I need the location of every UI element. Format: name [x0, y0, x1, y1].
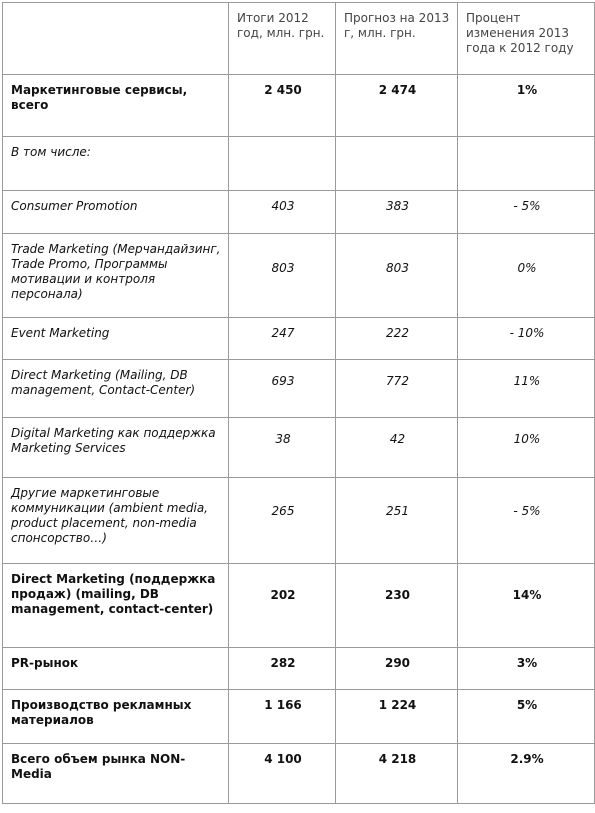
row-label: Маркетинговые сервисы, всего — [3, 75, 229, 137]
row-label: Direct Marketing (Mailing, DB management, Contact-Center) — [3, 360, 229, 418]
row-label: В том числе: — [3, 137, 229, 191]
row-value-2012: 202 — [229, 564, 336, 648]
row-label: Другие маркетинговые коммуникации (ambient media, product placement, non-media спонсорство…) — [3, 478, 229, 564]
row-value-2012: 403 — [229, 191, 336, 234]
row-label: Всего объем рынка NON-Media — [3, 744, 229, 804]
table-row — [3, 690, 595, 744]
row-value-2013: 230 — [336, 564, 458, 648]
table-row — [3, 137, 595, 191]
row-value-pct: 14% — [458, 564, 595, 648]
row-label: PR-рынок — [3, 648, 229, 690]
row-value-2012: 1 166 — [229, 690, 336, 744]
row-value-pct: - 5% — [458, 191, 595, 234]
table-row — [3, 564, 595, 648]
row-value-pct: 11% — [458, 360, 595, 418]
table-row — [3, 648, 595, 690]
row-value-2013: 251 — [336, 478, 458, 564]
table-row — [3, 418, 595, 478]
row-value-pct: - 5% — [458, 478, 595, 564]
row-value-pct: 5% — [458, 690, 595, 744]
table-row — [3, 360, 595, 418]
row-value-2012: 803 — [229, 234, 336, 318]
row-value-2013: 4 218 — [336, 744, 458, 804]
row-value-2012: 693 — [229, 360, 336, 418]
row-label: Trade Marketing (Мерчандайзинг, Trade Promo, Программы мотивации и контроля персонала) — [3, 234, 229, 318]
row-value-2013 — [336, 137, 458, 191]
row-value-2013: 222 — [336, 318, 458, 360]
row-value-2013: 383 — [336, 191, 458, 234]
row-value-pct: 1% — [458, 75, 595, 137]
row-value-2013: 772 — [336, 360, 458, 418]
row-label: Consumer Promotion — [3, 191, 229, 234]
table-row — [3, 318, 595, 360]
header-cell-2012: Итоги 2012 год, млн. грн. — [229, 3, 336, 75]
row-label: Производство рекламных материалов — [3, 690, 229, 744]
row-value-2012: 4 100 — [229, 744, 336, 804]
row-value-2012: 38 — [229, 418, 336, 478]
header-cell-label — [3, 3, 229, 75]
row-value-pct — [458, 137, 595, 191]
row-value-2013: 290 — [336, 648, 458, 690]
row-value-2012: 282 — [229, 648, 336, 690]
row-value-pct: 10% — [458, 418, 595, 478]
table-row — [3, 75, 595, 137]
market-table — [2, 2, 595, 804]
row-value-2013: 42 — [336, 418, 458, 478]
row-value-2013: 1 224 — [336, 690, 458, 744]
table-row — [3, 191, 595, 234]
row-value-pct: 0% — [458, 234, 595, 318]
row-value-pct: 3% — [458, 648, 595, 690]
row-value-pct: 2.9% — [458, 744, 595, 804]
row-label: Digital Marketing как поддержка Marketing Services — [3, 418, 229, 478]
row-value-2012: 247 — [229, 318, 336, 360]
row-label: Event Marketing — [3, 318, 229, 360]
row-value-2012: 265 — [229, 478, 336, 564]
header-cell-2013: Прогноз на 2013 г, млн. грн. — [336, 3, 458, 75]
row-value-2013: 2 474 — [336, 75, 458, 137]
header-cell-pct: Процент изменения 2013 года к 2012 году — [458, 3, 595, 75]
header-row — [3, 3, 595, 75]
table-row — [3, 234, 595, 318]
row-value-2012: 2 450 — [229, 75, 336, 137]
row-value-2013: 803 — [336, 234, 458, 318]
table-row — [3, 478, 595, 564]
table-row — [3, 744, 595, 804]
row-label: Direct Marketing (поддержка продаж) (mailing, DB management, contact-center) — [3, 564, 229, 648]
row-value-pct: - 10% — [458, 318, 595, 360]
row-value-2012 — [229, 137, 336, 191]
